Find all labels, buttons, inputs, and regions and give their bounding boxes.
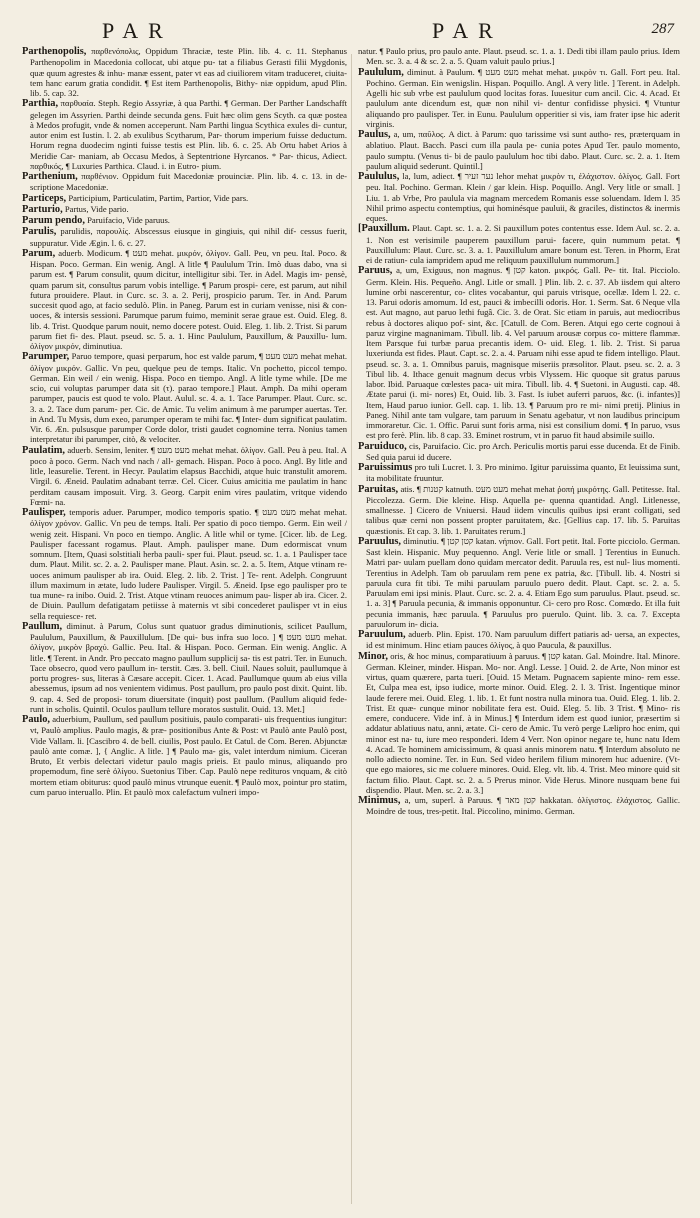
entry-text: a, um, Exiguus, non magnus. ¶ קטן katon. μικρός. Gall. Pe- tit. Ital. Picciolo. Germ. Klein. His. Pequeño. Angl. Litle or small. ] Plin. lib. 2. c. 37. Ab iisdem qui altero lumine orbi nascerentur, co- clites vocabantur, qui paruis vtrisque, ocellæ. Idem l. 22. c. 13. Parui odoris amomum. Id est, pauci & imbecilli odoris. Hor. 1. Serm. Sat. 6 Neque vlla est. Aut magno, aut paruo lethi fugâ. Cic. 3. de Orat. Sic etiam in paruis, aut mediocribus rebus à doctores aliquo pof- sint, &c. [Catull. de Com. Beren. Atqui ego certe cognoui à paruz virgine magnanimam. Tibull. lib. 4. Vel paruum arousæ corpus co- mittere flammæ. Item Parsque fui turbæ parua precantis idem. O- uid. Eleg. 1. lib. 2. Trist. Si parua luxeriunda est fides. Plaut. Capt. sc. 2. a. 4. Paruam nihi esse apud te fidem intelligo. Plaut. pseud. sc. 3. a. 1. Omnibus paruis, magnisque miseriis præsolitor. Plaut. pseu. sc. 2. a. 3 Tibul lib. 4. Ithace genuit magnum decus vrbis Vlyssem. Hic quoque sit gratus paruus labor. Ibid. Paruaque cœlestes paca- uit mira. Tibull. lib. 4. ¶ Suetoni. in Augusti. cap. 48. Ætate parui (i. mi- nores) Et, Ouid. lib. 3. Fast. Is iubet auferri paruos, &c. (i. infantes)] Item, Haud paruo iunior. Gell. cap. 1. lib. 13. ¶ Paruum pro re mi- nimi pretij. Plinius in Paneg. Nihil ante tam vulgare, tam paruum in Senatu agebatur, vt non laudibus principum immoraretur. Cic. 1. Offic. Parui sunt foris arma, nisi est consilium domi. ¶ In paruo, vsus est pro ferè. Plin. lib. 8 cap. 33. Eminet rostrum, vt in paruo fit haud absimile suillo. (366, 265, 680, 441)
dictionary-entry (358, 171, 680, 223)
left-column (22, 46, 347, 1206)
entry-headword: Parthenium, (22, 171, 78, 182)
dictionary-entry (22, 714, 347, 797)
dictionary-entry (22, 507, 347, 621)
dictionary-entry (358, 795, 680, 817)
dictionary-entry (22, 215, 347, 226)
entry-text: temporis aduer. Parumper, modico temporis spatio. ¶ מעט מעט mehat mehat. ὀλίγον χρόνον. Gallic. Vn peu de temps. Itali. Per spatio di poco tiempo. Germ. Ein weil / wenig zeit. Hispani. Vn poco en tiempo. Anglic. A litle whil or tyme. [Cicer. lib. de Leg. Paulisper facessant rogamus. Plaut. Amph. paulisper mane. Dum edormiscat vnum somnum. [Item, Quasi solstitiali herba pauli- sper fui. Plaut. pseud. sc. 1. a. 1 Paulisper tace dum. Plaut. Milit. sc. 2. a. 2. Paulisper mane. Plaut. Asin. sc. 2. a. 5. Item, Atque vtinam re- uoces animum paulisper ab ira. Ouid. Eleg. 2. lib. 2. Trist. ] Te- rent. Adelph. Congruunt illum maximum in ætate, ludo ludere Paulisper. Virgil. 5. Æneid. Ipse ego paulisper pro te tua mune- ra inibo. Ouid. 2. Trist. Atque vtinam reuoces animum pau- lisper ab ira. Cicer. 2. de Diuin. Paullum defatigatam petiisse à maternis vt sibi concederet paulisper vt in eius sella requiesce- ret. (30, 507, 347, 621)
right-column (358, 46, 680, 1206)
dictionary-entry (22, 204, 347, 215)
entry-text: a, um, superl. à Paruus. ¶ קטן מאד hakkatan. ὀλίγιστος. ἐλάχιστος. Gallic. Moindre de tous, tres-petit. Ital. Piccolino, minimo. German. (366, 795, 680, 817)
entry-text: la, lum, adiect. ¶ נער זעיר lehor mehat μικρὸν τι, ἐλάχιστον. ὀλίγος. Gall. Fort peu. Ital. Pochino. German. Klein / gar klein. Hisp. Poquillo. Angl. Very litle or small. ] Liu. 1. ab Vrbe, Pro paulula via magnam mercedem Romanis esse soluendam. Idem l. 35 Nihil primo aspectu contemptius, qui hominésque pauluii, & graciles, distinctos & inermis eques. (366, 171, 680, 223)
column-divider (351, 54, 352, 1204)
entry-text: diminut. à Paulum. ¶ מעט מעט mehat mehat. μικρὸν τι. Gall. Fort peu. Ital. Pochino. German. Ein wenigslin. Hispan. Poquillo. Angl. A very litle. ] Terent. in Adelph. Agelli hic sub vrbe est paululum quod locitas foras. Iuuesitur cum ancil. Cic. 4. Acad. Et paululum ante dicendum est, quæ non nihil vi- dentur confidisse physici. ¶ Vtuntur aliquando pro paulisper. Ter. in Eunu. Paululum opperitier si vis, iam frater ipse hic aderit virginis. (366, 66, 680, 129)
dictionary-entry (358, 223, 680, 265)
dictionary-entry (358, 462, 680, 484)
entry-headword: Paruus, (358, 265, 393, 277)
entry-headword: Parulis, (22, 226, 57, 238)
entry-text: aduerb. Modicum. ¶ מעט mehat. μικρόν, ὀλίγον. Gall. Peu, vn peu. Ital. Poco. & Hispan. Poco. German. Ein wenig. Angl. A litle ¶ Paululum Trin. Imò duas dabo, vna si parum est. ¶ Parum consulit, quum dicitur, intelligitur sibi. Ter. in Adel. Magis im- pensè, quam parum sit, consultus parum vobis intellige. ¶ Parum prospi- cere, est parum, aut nihil futura prouidere. Plaut. in Curc. sc. 3. a. 2. Perij, prospicio parum. Ter. in And. Parum succesit quod ago, at facio sedulò. Plin. in Paneg. Parum est in curiam venisse, nisi & con- uoces, & intersis sessioni. Parumque parum fuimo, meminit serae graue est. Ouid. Eleg. 8. lib. 4. Trist. Quodque parum nouit, nemo docere potest. Ouid. Eleg. 1. lib. 2. Trist. Si parum parum fiet fi- des. Plaut. pseud. sc. 5. a. 1. Hinc Paululum, Pauxillum, & Pauxillu- lum. ὀλίγον μικρόν, diminutiua. (30, 247, 347, 351)
entry-text: cis, Paruifacio. Cic. pro Arch. Periculis mortis parui esse ducenda. Et de Finib. Sed quia parui id ducere. (366, 440, 680, 462)
dictionary-entry (22, 193, 347, 204)
entry-headword: Paulo, (22, 714, 51, 725)
dictionary-entry (358, 265, 680, 440)
dictionary-entry (358, 536, 680, 629)
entry-text: Plaut. Capt. sc. 1. a. 2. Si pauxillum potes contentus esse. Idem Aul. sc. 2. a. 1. Non est verisimile pauperem pauxillum parui- facere, quin nummum petat. ¶ Pauxillulum: Plaut. Curc. sc. 3. a. 1. Pauxillulum amare bonum est. Teren. in Phorm, Erat ei de ratiun- cula iampridem apud me reliquum pauxillulum nummorum.] (366, 223, 680, 265)
entry-headword: Parturio, (22, 203, 63, 215)
entry-text: παρθένιον. Oppidum fuit Macedoniæ prouinciæ. Plin. lib. 4. c. 13. in de- scriptione Macedoniæ. (30, 171, 347, 193)
dictionary-entry (358, 651, 680, 796)
dictionary-entry (358, 67, 680, 130)
entry-headword: Minimus, (358, 795, 401, 806)
entry-text: Paruifacio, Vide paruus. (87, 215, 170, 225)
entry-headword: Paulatim, (22, 444, 66, 456)
entry-text: parulidis, παρουλίς. Abscessus eiusque in gingiuis, qui nihil dif- cessus fuerit, suppuratur. Vide Ægin. l. 6. c. 27. (30, 226, 347, 248)
entry-headword: Parum pendo, (22, 215, 85, 226)
entry-headword: Paruulus, (358, 535, 402, 547)
dictionary-entry (22, 445, 347, 508)
entry-text: diminut. à Parum, Colus sunt quatuor gradus diminutionis, scilicet Paullum, Paululum, Pauxillum, & Pauxillulum. [De qui- bus infra suo loco. ] ¶ מעט מעט mehat. ὀλίγον, μικρὸν βραχύ. Gallic. Peu. Ital. & Hispan. Poco. German. Ein wenig. Anglic. A litle. ¶ Terent. in Andr. Pro peccato magno paullum supplicij sa- tis est patri. Ter. in Eunuch. Tace obsecro, quod vero paullum in- terstit. Cæs. 3. bell. Ciuil. Naues soluit, paullumque à portu progres- sus, literas à Cæsare accepit. Cicer. 1. Acad. Paullumque quum ab eius villa abessemus, ipsum ad nos venientem vidimus. Post paullum, pro paulo post dixit. Quint. lib. 9. cap. 4. Sed de proposi- torum diuersitate (inquit) post paullum. (Paullum aliquid fede- runt in scholis. Quintil. Oculos paullum tellure moratos sustulit. Ouid. 13. Met.] (30, 620, 347, 714)
dictionary-entry (358, 629, 680, 651)
entry-headword: Parthia, (22, 98, 59, 110)
entry-text: παρθυαία. Steph. Regio Assyriæ, à qua Parthi. ¶ German. Der Parther Landschafft gelegen im Assyrien. Parthi deinde secunda gens. Fuit hæc olim gens Scyth. ca quæ postea à Medos profugit, vnde & nomen acceperunt. Nam Parthi lingua Scythica exules di- cuntur, autor enim est Iustin. l. 2. ab exulibus Scytharum, Par- thorum imperium fuisse deductum. Horum regna duodecim nginti fuisse testis est Plin. lib. 6. c. 25. Ab Ortu habet Arios à Meridie Car- maniam, ab Occasu Medos, à Septentrione Hyrcanos. * Par- thicus, Adiect. παρθικός, ¶ Luxuries Parthica. Claud. i. in Eutro- pium. (30, 98, 347, 171)
entry-headword: Paruiduco, (358, 440, 407, 452)
dictionary-entry (358, 129, 680, 171)
header-left: PAR (102, 18, 173, 43)
dictionary-entry (358, 46, 680, 67)
entry-text: παρθενόπολις, Oppidum Thraciæ, teste Plin. lib. 4. c. 11. Stephanus Parthenopolim in Macedonia collocat, ubi atque pu- tat a filiabus Gerasti filii Mygdonis, quæ quum agrestes & inhu- manæ essent, pater vt eas ad ciuiliorem vitam traduceret, ciuita- tem hanc earum gratia condidit. ¶ Est item Parthenopolis, Bithy- niæ oppidum, apud Plin. lib. 5. cap. 32. (30, 46, 347, 98)
running-header (0, 18, 700, 48)
entry-headword: Paululus, (358, 171, 400, 182)
entry-headword: Particeps, (22, 192, 67, 204)
dictionary-entry (358, 484, 680, 536)
entry-text: atis. ¶ קטנות katnuth. מעט מעט mehat mehat ῥοπή μικρότης. Gall. Petitesse. Ital. Piccolezza. Germ. Die kleine. Hisp. Aquella pe- quenna quantidad. Angl. Litlenesse, smallnesse. ] Cicero de Vniuersi. Haud iidem vinculis quibus ipsi erant colligati, sed talibus quæ cerni non possent propter paruitatem, &c. [Gellius cap. 17. lib. 5. Paruitas quæstionis. Et cap. 3. lib. 1. Paruitates rerum.] (366, 483, 680, 536)
entry-text: diminutiu. ¶ קטן קטן katan. νήπιον. Gall. Fort petit. Ital. Forte picciolo. German. Sast klein. Hispanic. Muy pequenno. Angl. Verie litle or small. ] Terentius in Eunuch. Matri par- uulam puellam dono quidam mercator dedit. Paruula res, est nul- lius momenti. Terentius in Adelph. Tam ob paruulam rem pene ex patria, &c. [Tibull. lib. 4. Nostri si paruula cura fit tibi. Te mihi paruulam paruulo puero dedit. Plaut. Capt. sc. 2. a. 5. Paruulam emi ipsi minis. Plaut. Curc. sc. 2. a. 4. Etiam Ego sum paruulus. Plaut. pseud. sc. 1. a. 3] ¶ Paruula pecunia, & immanis opponuntur. Ci- cero pro Rosc. Comœdo. Et illa fuit pecunia immanis, hæc paruula. ¶ Paruulus pro puerulo. Quint. lib. 3. ca. 7. Excepta paruulorum in- dicia. (366, 535, 680, 629)
entry-text: aduerb. Plin. Epist. 170. Nam paruulum differt patiaris ad- uersa, an expectes, id est minimum. Hinc etiam pauces ὀλίγος, à quo Paucula, & pauxillus. (366, 629, 680, 651)
entry-text: aduerbium, Paullum, sed paullum positiuis, paulo comparati- uis frequentius iungitur: vt, Paulò amplius. Paulo magis, & præ- positionibus Ante & Post: vt Paulò ante Paulò post, Vide Vallam. li. [Cascibro 4. de bell. ciuilis, Post paulo. Et Catul. de Com. Beren. Abjunctæ paulò ante comæ. ], { Anglic. A litle. ] ¶ Paulo ma- gis, valet interdum nimium. Ciceran Bruto, Et verbis delectari videtur paulo magis prieis. Et paulo minus, aliquando pro propemodum, fine serè ὀλίγου. Suetonius Tiber. Cap. Paulò nepe redituros vnquam, & citò mortem etiam obiturus: quod paulò minus vtrunque euenit. ¶ Paulò mox, pointur pro statim, cum paruo interuallo. Plin. Et paulò mox calefactum vulneri impo- (30, 714, 347, 797)
page-number: 287 (651, 21, 674, 37)
entry-text: a, um, παῦλος. A dict. à Parum: quo tarissime vsi sunt autho- res, præterquam in ablatiuo. Plaut. Bacch. Pasci cum illa paula pe- cunia potes Apud Ter. paulo momento, paulo sumptu. (Venus ti- bi de paulo paululum hoc tibi dabo. Plaut. Curc. sc. 2. a. 1. Item paulum aliquid sederunt. Quintil.] (366, 129, 680, 171)
header-right: PAR (432, 18, 503, 43)
dictionary-entry (358, 441, 680, 463)
entry-headword: Paruulum, (358, 629, 406, 640)
entry-headword: Minor, (358, 650, 388, 662)
entry-headword: Paullum, (22, 620, 63, 632)
entry-text: Partus, Vide pario. (64, 203, 129, 214)
dictionary-entry (22, 621, 347, 714)
entry-headword: Paruitas, (358, 483, 399, 495)
entry-headword: Paululum, (358, 66, 404, 78)
entry-headword: [Pauxillum. (358, 223, 410, 235)
entry-text: Paruo tempore, quasi perparum, hoc est valde parum, ¶ מעט מעט mehat mehat. ὀλίγον μικρόν. Gallic. Vn peu, quelque peu de temps. Italic. Vn pochetto, piccol tempo. German. Ein weil / ein wenig. Hispa. Poco en tiempo. Angl. A litle tyme while. [De me scio, cui voluptas parumper data sit (τ). parao tempore.] Plaut. Amph. Da mihi operam parumper, paucis est quod te volo. Plaut. Aulul. sc. 4. a. 1. Tace Parumper. Plaut. Curc. sc. 3. a. 2. Tace dum parum- per. Cic. de Amic. Tu velim animum à me parumper auertas. Ter. in And. Tu Mysis, dum exeo, parumper operam te mihi fac. ¶ Inter- dum significat paulatim. Vir. 6. Æn. pulsusque parumper Corde dolor, tristi gaudet cognomine terra. Nonius tamen interpretatur ibi parumper, citò, & velociter. (30, 351, 347, 445)
dictionary-entry (22, 248, 347, 352)
entry-headword: Parthenopolis, (22, 46, 87, 57)
entry-headword: Paulus, (358, 129, 391, 140)
entry-headword: Paulisper, (22, 507, 66, 518)
entry-headword: Paruissimus (358, 462, 413, 473)
entry-text: oris, & hoc minus, comparatiuum à paruus. ¶ קטן katan. Gal. Moindre. Ital. Minore. German. Kleiner, minder. Hispan. Mo- nor. Angl. Lesse. ] Ouid. 2. de Arte, Non minor est virtus, quam quærere, parta tueri. [Ouid. 15 Metam. Pugnacem sapiente mino- rem esse. Et, Culpa mea est, ipso iudice, morte minor. Ouid. Eleg. 2. l. 3. Trist. Ingentique minor laude ferere mei. Ouid. Eleg. 1. lib. 1. Et funt nostra nulla minora tua. Ouid. Eleg. 1. lib. 2. Trist. Et quæ- cunque minor nobilitate fera est. Ouid. Eleg. 5. lib. 3 Trist. ¶ Mino- ris emere, conducere. Vide inf. à in Minus.] ¶ Interdum idem est quod iunior, præsertim si addatur ablatiuus natu, anni, ætate. Ci- cero de Amic. Tu verò perge Lælipro hoc enim, qui minor est na- tu, iure meo responderi. Idem 4 Verr. Non opinor negare te, hunc natu Idem 4. Acad. Te hominem amicissimum, & quasi annis minorem natu. ¶ Interdum absoluto ne nollo adiecto nomine. Ter. in Eun. Sed video herilem filium minorem huc aduenire. (Vt- que ego maiores, sic me coluere minores. Ouid. Eleg. vlt. lib. 4. Trist. Meo minore quid sit factum filio. Plaut. Capt. sc. 2. a. 5 Prerus minor. Vide Herus. Minore nusquam bene fui dispendio. Plaut. Men. sc. 2. a. 3.] (366, 650, 680, 795)
dictionary-entry (22, 351, 347, 444)
entry-text: Participium, Particulatim, Partim, Partior, Vide pars. (68, 192, 249, 203)
entry-text: pro tuli Lucret. l. 3. Pro minimo. Igitur paruissima quanto, Et leuissima sunt, ita mobilitate fruuntur. (366, 462, 680, 484)
entry-text: natur. ¶ Paulo prius, pro paulo ante. Plaut. pseud. sc. 1. a. 1. Dedi tibi illam paulo prius. Idem Men. sc. 3. a. 4 & sc. 2. a. 5. Quam valuit paulo prius.] (358, 46, 680, 67)
dictionary-entry (22, 46, 347, 98)
entry-headword: Parum, (22, 247, 56, 259)
dictionary-entry (22, 171, 347, 193)
entry-text: aduerb. Sensim, leniter. ¶ מעט מעט mehat mehat. ὀλίγον. Gall. Peu à peu. Ital. A poco à poco. Germ. Nach vnd nach / all- gemach. Hispan. Poco à poco. Angl. By litle and litle, leasurelie. Terent. in Hecyr. Paulatim elapsus Bacchidi, atque huic transtulit amorem. Virgil. 6. Æneid. Paulatim adnabant terræ. Cel. Cicer. Cuius amicitia me paulatim in hanc perditam causam imposuit. Virg. 3. Georg. Carpit enim vires paulatim, vritque videndo Fœmi- na. (30, 444, 347, 507)
dictionary-entry (22, 226, 347, 248)
dictionary-entry (22, 98, 347, 171)
entry-headword: Parumper, (22, 351, 70, 363)
